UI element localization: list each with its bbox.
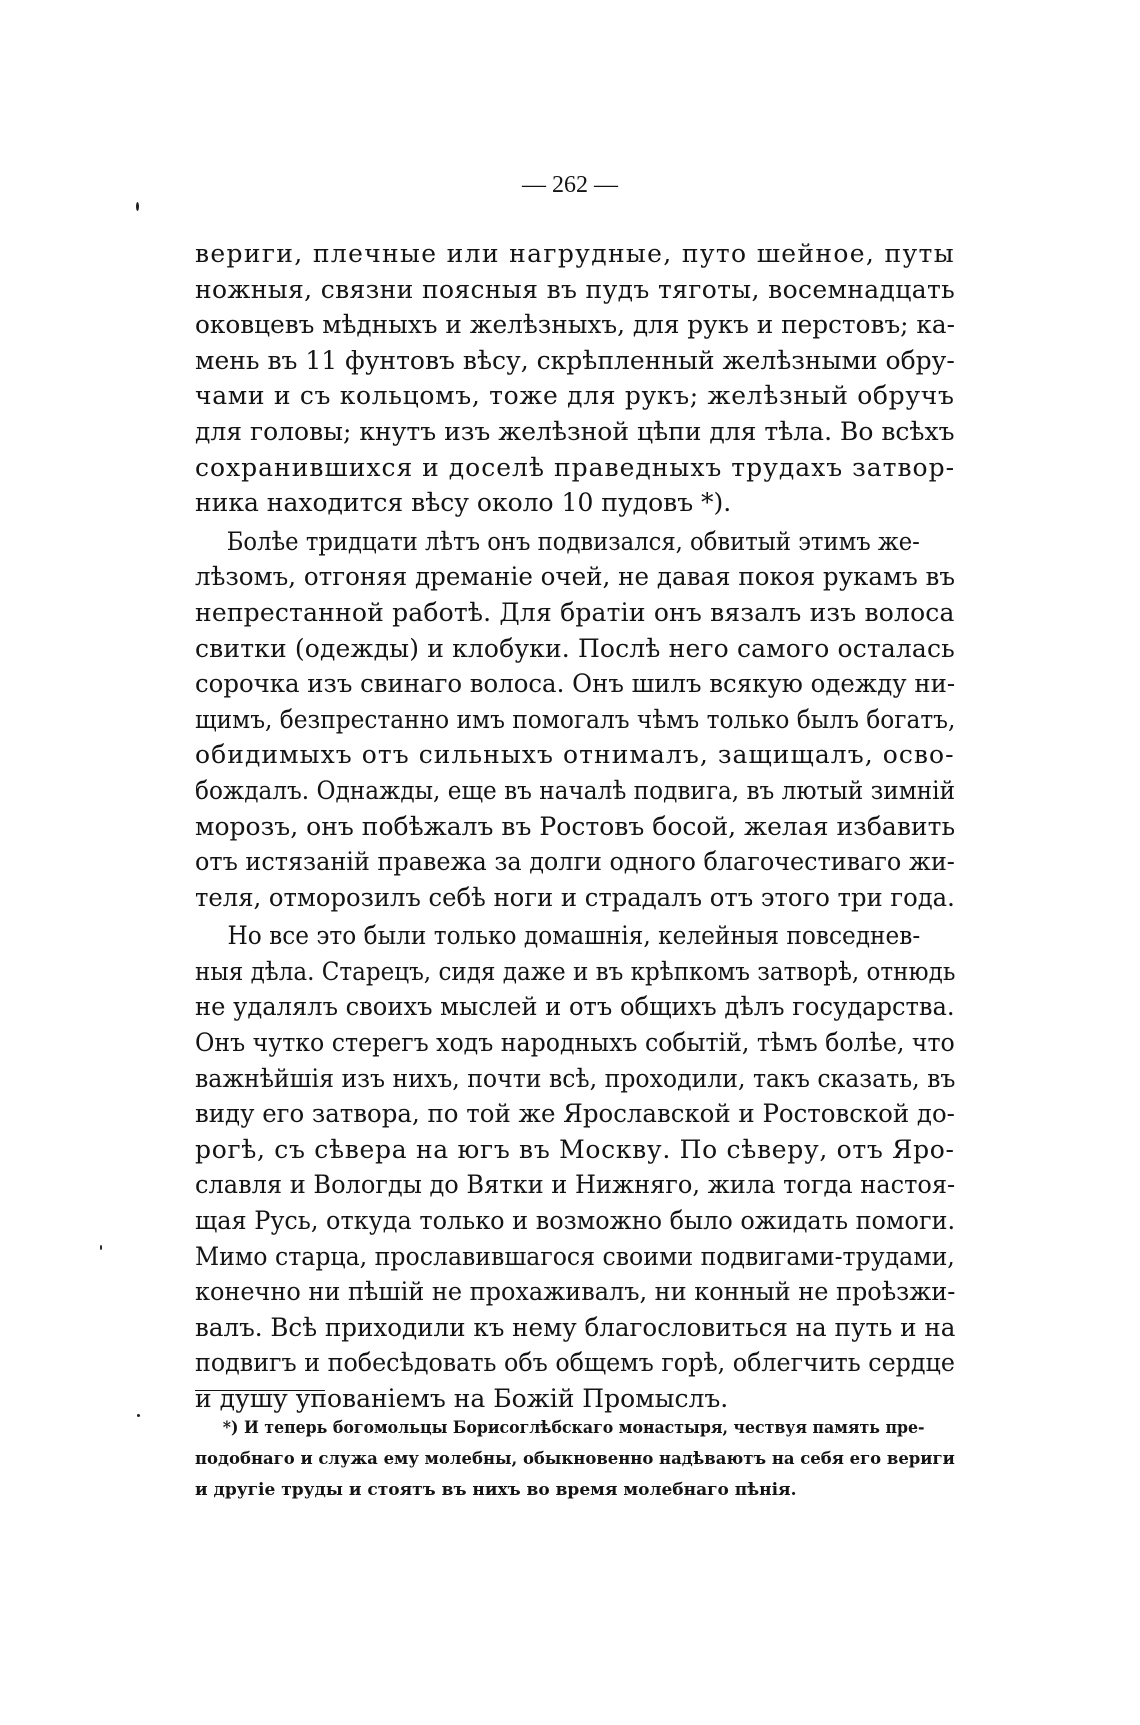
text-line: непрестанной работѣ. Для братіи онъ вязалъ изъ волоса [195,597,955,627]
paragraph-1 [195,236,959,521]
text-line: лѣзомъ, отгоняя дреманіе очей, не давая покоя рукамъ въ [195,562,955,592]
text-line: ника находится вѣсу около 10 пудовъ *). [195,488,732,518]
text-line: Болѣе тридцати лѣтъ онъ подвизался, обвитый этимъ же- [226,526,920,556]
scan-speck [137,1414,140,1417]
text-line: Онъ чутко стерегъ ходъ народныхъ событій, тѣмъ болѣе, что [195,1028,955,1058]
page-number: — 262 — [522,172,618,198]
footnote-line: и другіе труды и стоятъ въ нихъ во время молебнаго пѣнія. [195,1480,797,1500]
text-line: оковцевъ мѣдныхъ и желѣзныхъ, для рукъ и перстовъ; ка- [195,310,955,340]
text-line: теля, отморозилъ себѣ ноги и страдалъ отъ этого три года. [195,882,955,912]
footnote-divider [195,1390,325,1391]
text-line: валъ. Всѣ приходили къ нему благословиться на путь и на [195,1312,956,1342]
text-line: славля и Вологды до Вятки и Нижняго, жила тогда настоя- [195,1170,956,1200]
text-line: чами и съ кольцомъ, тоже для рукъ; желѣзный обручъ [195,381,955,411]
text-line: подвигъ и побесѣдовать объ общемъ горѣ, облегчить сердце [195,1348,955,1378]
text-line: сохранившихся и доселѣ праведныхъ трудахъ затвор- [195,452,956,482]
body-text [195,236,959,1417]
text-line: ножныя, связни поясныя въ пудъ тяготы, восемнадцать [195,274,956,304]
text-line: щимъ, безпрестанно имъ помогалъ чѣмъ только былъ богатъ, [195,704,956,734]
text-line: морозъ, онъ побѣжалъ въ Ростовъ босой, желая избавить [195,811,956,841]
text-line: сорочка изъ свинаго волоса. Онъ шилъ всякую одежду ни- [195,669,956,699]
text-line: отъ истязаній правежа за долги одного благочестиваго жи- [195,847,955,877]
text-line: Мимо старца, прославившагося своими подвигами-трудами, [195,1241,955,1271]
text-line: бождалъ. Однажды, еще въ началѣ подвига, въ лютый зимній [195,775,956,805]
text-line: конечно ни пѣшій не прохаживалъ, ни конный не проѣзжи- [195,1277,956,1307]
text-line: свитки (одежды) и клобуки. Послѣ него самого осталась [195,633,955,663]
text-line: Но все это были только домашнія, келейныя повседнев- [227,921,921,951]
text-line: важнѣйшія изъ нихъ, почти всѣ, проходили, такъ сказать, въ [195,1063,956,1093]
paragraph-3 [195,918,959,1416]
footnote [195,1413,959,1506]
paragraph-2 [195,524,959,916]
text-line: рогѣ, съ сѣвера на югъ въ Москву. По сѣверу, отъ Яро- [195,1134,955,1164]
text-line: виду его затвора, по той же Ярославской и Ростовской до- [195,1099,955,1129]
text-line: мень въ 11 фунтовъ вѣсу, скрѣпленный желѣзными обру- [195,345,955,375]
text-line: ныя дѣла. Старецъ, сидя даже и въ крѣпкомъ затворѣ, отнюдь [195,956,956,986]
scan-speck [136,202,139,211]
footnote-line: подобнаго и служа ему молебны, обыкновенно надѣваютъ на себя его вериги [195,1449,955,1469]
text-line: вериги, плечные или нагрудные, путо шейное, путы [195,239,955,268]
text-line: не удалялъ своихъ мыслей и отъ общихъ дѣлъ государства. [195,992,955,1022]
footnote-line: *) И теперь богомольцы Борисоглѣбскаго монастыря, чествуя память пре- [222,1418,925,1438]
scan-speck [100,1245,102,1250]
text-line: обидимыхъ отъ сильныхъ отнималъ, защищалъ, осво- [195,740,955,770]
text-line: и душу упованіемъ на Божій Промыслъ. [195,1384,729,1413]
text-line: для головы; кнутъ изъ желѣзной цѣпи для тѣла. Во всѣхъ [195,416,955,446]
text-line: щая Русь, откуда только и возможно было ожидать помоги. [195,1206,956,1236]
